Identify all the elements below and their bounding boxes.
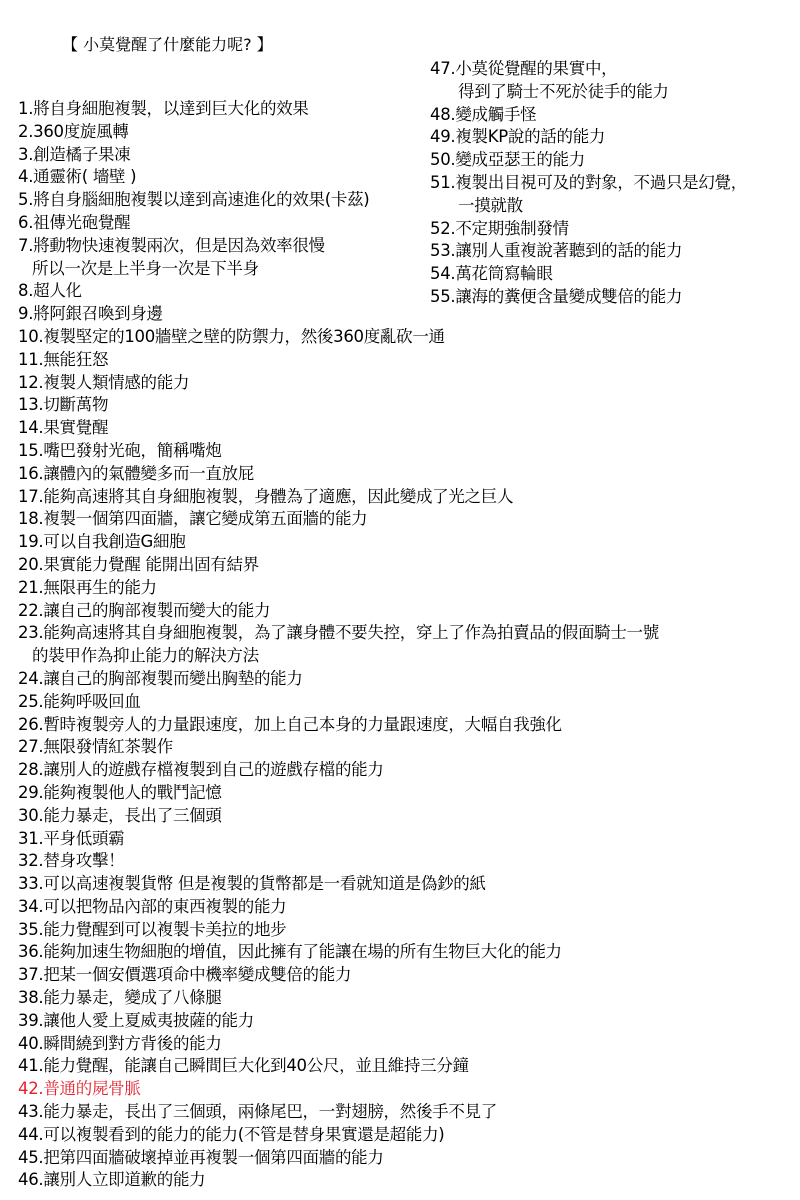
ability-item: [18, 782, 798, 805]
ability-item: [18, 531, 798, 554]
ability-item: [18, 326, 798, 349]
ability-item: [18, 372, 798, 395]
ability-item: [18, 463, 798, 486]
ability-item: [18, 1078, 798, 1101]
ability-item: [18, 144, 798, 167]
ability-item: [18, 486, 798, 509]
ability-text: 54.萬花筒寫輪眼: [430, 264, 553, 284]
ability-item: [18, 212, 798, 235]
ability-text: 35.能力覺醒到可以複製卡美拉的地步: [18, 919, 287, 939]
ability-text: 10.複製堅定的100牆壁之壁的防禦力，然後360度亂砍一通: [18, 326, 445, 346]
ability-item: [18, 189, 798, 212]
ability-text: 51.複製出目視可及的對象，不過只是幻覺，: [430, 172, 747, 192]
ability-text: 2.360度旋風轉: [18, 121, 129, 141]
ability-item: [18, 349, 798, 372]
ability-item: [18, 873, 798, 896]
ability-text: 31.平身低頭霸: [18, 828, 125, 848]
ability-text: 34.可以把物品內部的東西複製的能力: [18, 896, 287, 916]
ability-item: [18, 394, 798, 417]
ability-text-continued: 得到了騎士不死於徒手的能力: [458, 81, 669, 101]
ability-text: 9.將阿銀召喚到身邊: [18, 304, 163, 324]
ability-item: [18, 508, 798, 531]
ability-text: 29.能夠複製他人的戰鬥記憶: [18, 782, 222, 802]
ability-item: [18, 235, 798, 281]
ability-text-continued: 所以一次是上半身一次是下半身: [32, 258, 259, 278]
ability-item: [18, 987, 798, 1010]
ability-text: 8.超人化: [18, 281, 82, 301]
ability-text: 4.通靈術( 墻壁 ): [18, 167, 137, 187]
ability-text: 40.瞬間繞到對方背後的能力: [18, 1033, 222, 1053]
ability-item: [18, 417, 798, 440]
ability-text: 5.將自身腦細胞複製以達到高速進化的效果(卡茲): [18, 190, 370, 210]
ability-text: 12.複製人類情感的能力: [18, 372, 190, 392]
ability-item: [18, 166, 798, 189]
ability-text: 47.小莫從覺醒的果實中，: [430, 59, 618, 78]
ability-text: 24.讓自己的胸部複製而變出胸墊的能力: [18, 668, 303, 688]
ability-text: 30.能力暴走，長出了三個頭: [18, 805, 222, 825]
ability-item: [18, 919, 798, 942]
ability-text: 15.嘴巴發射光砲，簡稱嘴炮: [18, 440, 222, 460]
ability-text: 32.替身攻擊！: [18, 851, 125, 871]
ability-item: [18, 1033, 798, 1056]
ability-item: [18, 554, 798, 577]
ability-item: [18, 440, 798, 463]
ability-item: [18, 714, 798, 737]
ability-item: [18, 668, 798, 691]
ability-text: 43.能力暴走，長出了三個頭，兩條尾巴，一對翅膀，然後手不見了: [18, 1102, 497, 1122]
ability-text: 26.暫時複製旁人的力量跟速度，加上自己本身的力量跟速度，大幅自我強化: [18, 714, 562, 734]
ability-text: 6.祖傳光砲覺醒: [18, 212, 131, 232]
ability-text: 41.能力覺醒，能讓自己瞬間巨大化到40公尺，並且維持三分鐘: [18, 1056, 469, 1076]
ability-item: [18, 941, 798, 964]
ability-text: 48.變成觸手怪: [430, 104, 537, 124]
ability-text: 22.讓自己的胸部複製而變大的能力: [18, 600, 271, 620]
ability-text: 44.可以複製看到的能力的能力(不管是替身果實還是超能力): [18, 1124, 445, 1144]
ability-item: [18, 759, 798, 782]
ability-item: [18, 1169, 798, 1192]
ability-text: 16.讓體內的氣體變多而一直放屁: [18, 463, 254, 483]
ability-text: 42.普通的屍骨脈: [18, 1079, 141, 1099]
ability-text: 49.複製KP說的話的能力: [430, 127, 606, 147]
ability-item: [18, 896, 798, 919]
ability-item: [18, 1147, 798, 1170]
ability-item: [18, 1055, 798, 1078]
ability-item: [18, 691, 798, 714]
ability-text: 38.能力暴走，變成了八條腿: [18, 988, 222, 1008]
ability-text: 11.無能狂怒: [18, 349, 109, 369]
ability-text: 1.將自身細胞複製，以達到巨大化的效果: [18, 99, 309, 118]
ability-text: 13.切斷萬物: [18, 395, 109, 415]
ability-text: 55.讓海的糞便含量變成雙倍的能力: [430, 286, 683, 306]
ability-text: 17.能夠高速將其自身細胞複製，身體為了適應，因此變成了光之巨人: [18, 486, 514, 506]
ability-text: 39.讓他人愛上夏威夷披薩的能力: [18, 1010, 254, 1030]
ability-text: 36.能夠加速生物細胞的增值，因此擁有了能讓在場的所有生物巨大化的能力: [18, 942, 562, 962]
ability-item: [18, 577, 798, 600]
ability-item: [18, 736, 798, 759]
ability-text-continued: 一摸就散: [458, 195, 523, 215]
ability-item: [18, 280, 798, 303]
ability-text: 19.可以自我創造G細胞: [18, 532, 186, 552]
ability-text: 20.果實能力覺醒 能開出固有結界: [18, 554, 259, 574]
ability-item: [18, 303, 798, 326]
ability-text: 53.讓別人重複說著聽到的話的能力: [430, 241, 683, 261]
ability-text: 46.讓別人立即道歉的能力: [18, 1170, 206, 1190]
ability-text: 45.把第四面牆破壞掉並再複製一個第四面牆的能力: [18, 1147, 384, 1167]
ability-text: 14.果實覺醒: [18, 418, 109, 438]
ability-text: 3.創造橘子果凍: [18, 144, 131, 164]
ability-item: [18, 828, 798, 851]
ability-text: 21.無限再生的能力: [18, 577, 157, 597]
ability-text: 28.讓別人的遊戲存檔複製到自己的遊戲存檔的能力: [18, 760, 384, 780]
ability-text: 50.變成亞瑟王的能力: [430, 150, 585, 170]
ability-item: [18, 1101, 798, 1124]
ability-text: 37.把某一個安價選項命中機率變成雙倍的能力: [18, 965, 352, 985]
ability-item: [18, 1124, 798, 1147]
ability-text: 7.將動物快速複製兩次，但是因為效率很慢: [18, 235, 325, 255]
ability-item: [18, 622, 798, 668]
ability-text: 27.無限發情紅茶製作: [18, 737, 173, 757]
ability-text: 18.複製一個第四面牆，讓它變成第五面牆的能力: [18, 509, 368, 529]
ability-item: [18, 805, 798, 828]
ability-text-continued: 的裝甲作為抑止能力的解決方法: [32, 646, 259, 666]
ability-item: [18, 600, 798, 623]
ability-item: [18, 1010, 798, 1033]
ability-item: [430, 58, 800, 104]
ability-text: 25.能夠呼吸回血: [18, 691, 141, 711]
ability-item: [18, 964, 798, 987]
ability-list-left: [18, 98, 798, 1192]
ability-item: [18, 98, 798, 121]
ability-text: 52.不定期強制發情: [430, 218, 569, 238]
ability-item: [18, 121, 798, 144]
page-title: 【 小莫覺醒了什麼能力呢? 】: [62, 35, 273, 54]
ability-text: 33.可以高速複製貨幣 但是複製的貨幣都是一看就知道是偽鈔的紙: [18, 874, 486, 894]
ability-text: 23.能夠高速將其自身細胞複製，為了讓身體不要失控，穿上了作為拍賣品的假面騎士一號: [18, 623, 659, 643]
ability-item: [18, 850, 798, 873]
